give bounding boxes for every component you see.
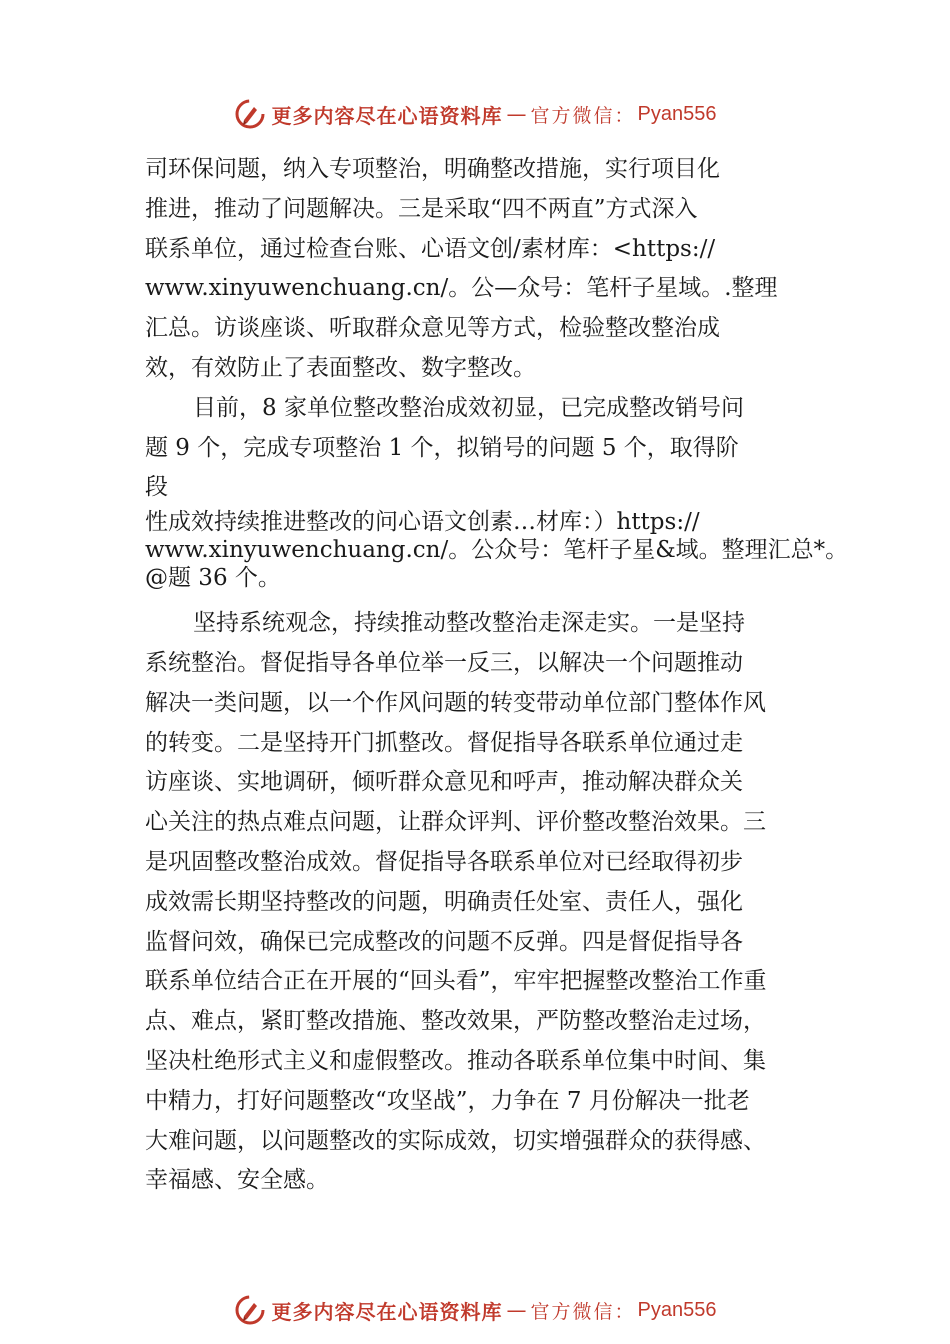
text-line: 司环保问题，纳入专项整治，明确整改措施，实行项目化 (145, 156, 720, 182)
text-line: 性成效持续推进整改的问心语文创素…材库：）https:// (145, 509, 700, 536)
banner-wechat-label: 官方微信： (530, 1300, 636, 1323)
text-line: 中精力，打好问题整改“攻坚战”，力争在 7 月份解决一批老 (145, 1087, 750, 1114)
text-line: 成效需长期坚持整改的问题，明确责任处室、责任人，强化 (145, 888, 743, 915)
text-line: 汇总。访谈座谈、听取群众意见等方式，检验整改整治成 (145, 315, 720, 342)
banner-text: 更多内容尽在心语资料库 (271, 1299, 503, 1324)
text-line: 联系单位，通过检查台账、心语文创/素材库：<https:// (145, 235, 716, 262)
banner-dash: — (506, 1298, 527, 1322)
text-line: 系统整治。督促指导各单位举一反三，以解决一个问题推动 (145, 649, 743, 676)
text-line: 的转变。二是坚持开门抓整改。督促指导各联系单位通过走 (145, 729, 743, 756)
text-line: 目前，8 家单位整改整治成效初显，已完成整改销号问 (193, 394, 744, 421)
banner-text: 更多内容尽在心语资料库 (271, 103, 503, 128)
text-line: 幸福感、安全感。 (145, 1167, 329, 1194)
banner-wechat-id: Pyan556 (637, 1298, 717, 1321)
text-line: 段 (145, 474, 168, 501)
text-line: 题 9 个，完成专项整治 1 个，拟销号的问题 5 个，取得阶 (145, 434, 739, 461)
text-line: 监督问效，确保已完成整改的问题不反弹。四是督促指导各 (145, 928, 743, 955)
text-line: 点、难点，紧盯整改措施、整改效果，严防整改整治走过场， (145, 1008, 766, 1035)
banner-wechat-id: Pyan556 (637, 102, 717, 125)
text-line: 效，有效防止了表面整改、数字整改。 (145, 354, 536, 381)
header-banner (0, 94, 950, 134)
text-line: 解决一类问题，以一个作风问题的转变带动单位部门整体作风 (145, 689, 766, 716)
paragraph-1 (145, 150, 835, 389)
paragraph-2 (145, 389, 849, 592)
text-line: www.xinyuwenchuang.cn/。公众号：笔杆子星&域。整理汇总*。 (145, 537, 849, 564)
banner-wechat-label: 官方微信： (530, 104, 636, 127)
paragraph-3 (145, 604, 835, 1201)
text-line: 是巩固整改整治成效。督促指导各联系单位对已经取得初步 (145, 848, 743, 875)
pen-logo-icon (234, 1294, 266, 1326)
text-line: @题 36 个。 (145, 565, 281, 592)
text-line: 坚决杜绝形式主义和虚假整改。推动各联系单位集中时间、集 (145, 1047, 766, 1074)
text-line: 坚持系统观念，持续推动整改整治走深走实。一是坚持 (193, 610, 745, 637)
text-line: 访座谈、实地调研，倾听群众意见和呼声，推动解决群众关 (145, 769, 743, 796)
footer-banner (0, 1290, 950, 1330)
pen-logo-icon (234, 98, 266, 130)
document-body (145, 150, 849, 1201)
text-line: 联系单位结合正在开展的“回头看”，牢牢把握整改整治工作重 (145, 968, 767, 995)
text-line: www.xinyuwenchuang.cn/。公—众号：笔杆子星域。.整理 (145, 275, 778, 302)
text-line: 推进，推动了问题解决。三是采取“四不两直”方式深入 (145, 195, 698, 222)
banner-dash: — (506, 102, 527, 126)
text-line: 心关注的热点难点问题，让群众评判、评价整改整治效果。三 (145, 809, 766, 836)
text-line: 大难问题，以问题整改的实际成效，切实增强群众的获得感、 (145, 1127, 766, 1154)
